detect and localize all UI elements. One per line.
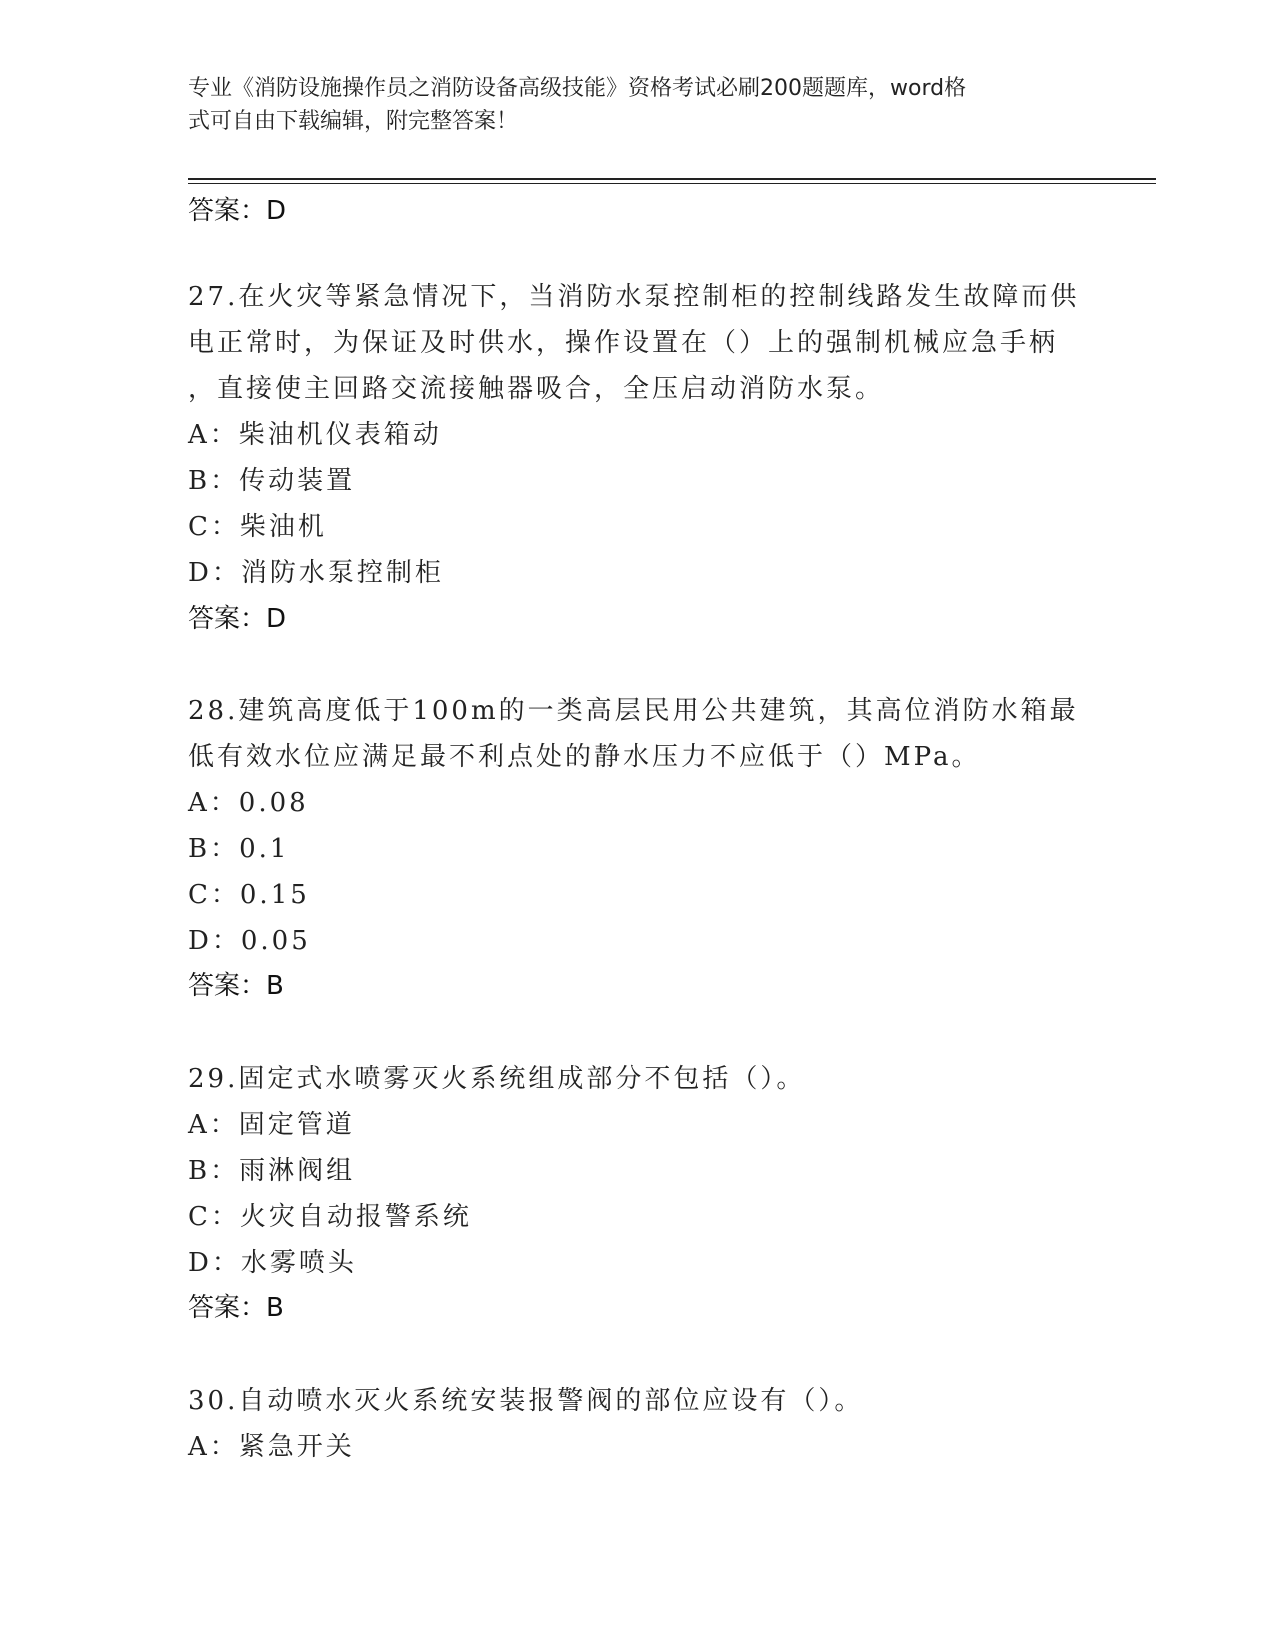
- question-27-line-2: 电正常时，为保证及时供水，操作设置在（）上的强制机械应急手柄: [188, 328, 1059, 358]
- header-rule-thick: [188, 178, 1156, 180]
- question-29-line-1: 29.固定式水喷雾灭火系统组成部分不包括（）。: [188, 1064, 806, 1094]
- question-28-option-b: B：0.1: [188, 834, 290, 864]
- question-29-option-d: D：水雾喷头: [188, 1248, 357, 1278]
- question-28-option-a: A：0.08: [188, 788, 309, 818]
- answer-q28: 答案：B: [188, 971, 284, 1001]
- header-line-1: 专业《消防设施操作员之消防设备高级技能》资格考试必刷200题题库，word格: [188, 76, 967, 101]
- question-28-line-2: 低有效水位应满足最不利点处的静水压力不应低于（）MPa。: [188, 742, 981, 772]
- question-27-line-3: ，直接使主回路交流接触器吸合，全压启动消防水泵。: [188, 374, 885, 404]
- page-header: [188, 72, 1068, 138]
- question-27-option-c: C：柴油机: [188, 512, 327, 542]
- question-27-option-b: B：传动装置: [188, 466, 356, 496]
- header-rule-thin: [188, 183, 1156, 184]
- question-27-option-a: A：柴油机仪表箱动: [188, 420, 442, 450]
- answer-q27: 答案：D: [188, 604, 287, 634]
- question-28-line-1: 28.建筑高度低于100m的一类高层民用公共建筑，其高位消防水箱最: [188, 696, 1079, 726]
- question-28-option-d: D：0.05: [188, 926, 311, 956]
- question-30-option-a: A：紧急开关: [188, 1432, 355, 1462]
- answer-q29: 答案：B: [188, 1293, 284, 1323]
- question-27-option-d: D：消防水泵控制柜: [188, 558, 444, 588]
- answer-q26: 答案：D: [188, 196, 287, 226]
- question-27-line-1: 27.在火灾等紧急情况下，当消防水泵控制柜的控制线路发生故障而供: [188, 282, 1080, 312]
- question-30-line-1: 30.自动喷水灭火系统安装报警阀的部位应设有（）。: [188, 1386, 864, 1416]
- question-29-option-c: C：火灾自动报警系统: [188, 1202, 472, 1232]
- question-29-option-a: A：固定管道: [188, 1110, 355, 1140]
- question-29-option-b: B：雨淋阀组: [188, 1156, 356, 1186]
- header-line-2: 式可自由下载编辑，附完整答案！: [188, 109, 519, 134]
- question-28-option-c: C：0.15: [188, 880, 310, 910]
